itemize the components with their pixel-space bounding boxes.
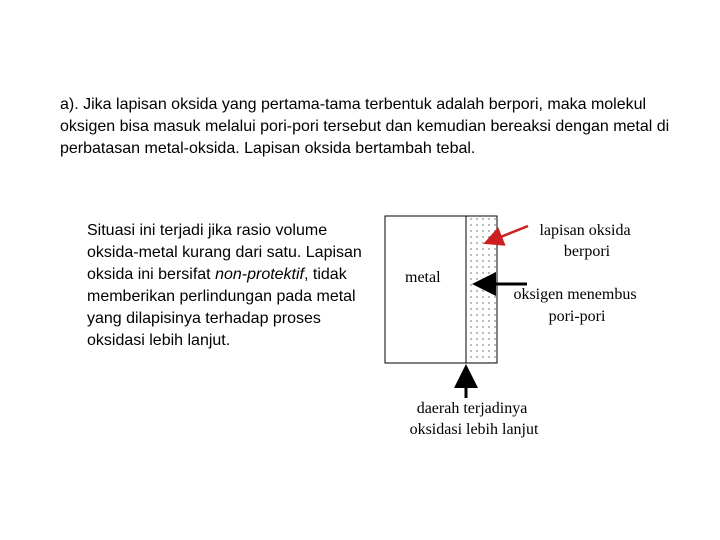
intro-paragraph: a). Jika lapisan oksida yang pertama-tama terbentuk adalah berpori, maka molekul oksigen bisa masuk melalui pori-pori tersebut dan kemudian bereaksi dengan metal di perbatasan metal-oksida. Lapisan oksida bertambah tebal. [60, 96, 670, 157]
oxide-label-line-1: lapisan oksida [539, 222, 631, 239]
oxygen-label-line-1: oksigen menembus [513, 286, 637, 303]
porous-oxide-layer [466, 216, 497, 363]
non-protective-term: non-protektif [215, 266, 304, 283]
note-text-end: , tidak memberikan perlindungan pada metal yang dilapisinya terhadap proses oksidasi lebih lanjut. [87, 266, 356, 349]
oxygen-label [513, 286, 640, 325]
reaction-zone-label [410, 400, 539, 438]
reaction-label-line-1: daerah terjadinya [416, 400, 528, 417]
oxygen-label-line-2: pori-pori [548, 308, 606, 325]
metal-block [385, 216, 466, 363]
metal-label: metal [405, 269, 441, 286]
reaction-label-line-2: oksidasi lebih lanjut [409, 421, 539, 438]
oxide-label-line-2: berpori [563, 243, 611, 260]
oxide-label [539, 222, 634, 260]
note-text-start: Situasi ini terjadi jika rasio volume oksida-metal kurang dari satu. Lapisan oksida ini bersifat [87, 222, 362, 283]
